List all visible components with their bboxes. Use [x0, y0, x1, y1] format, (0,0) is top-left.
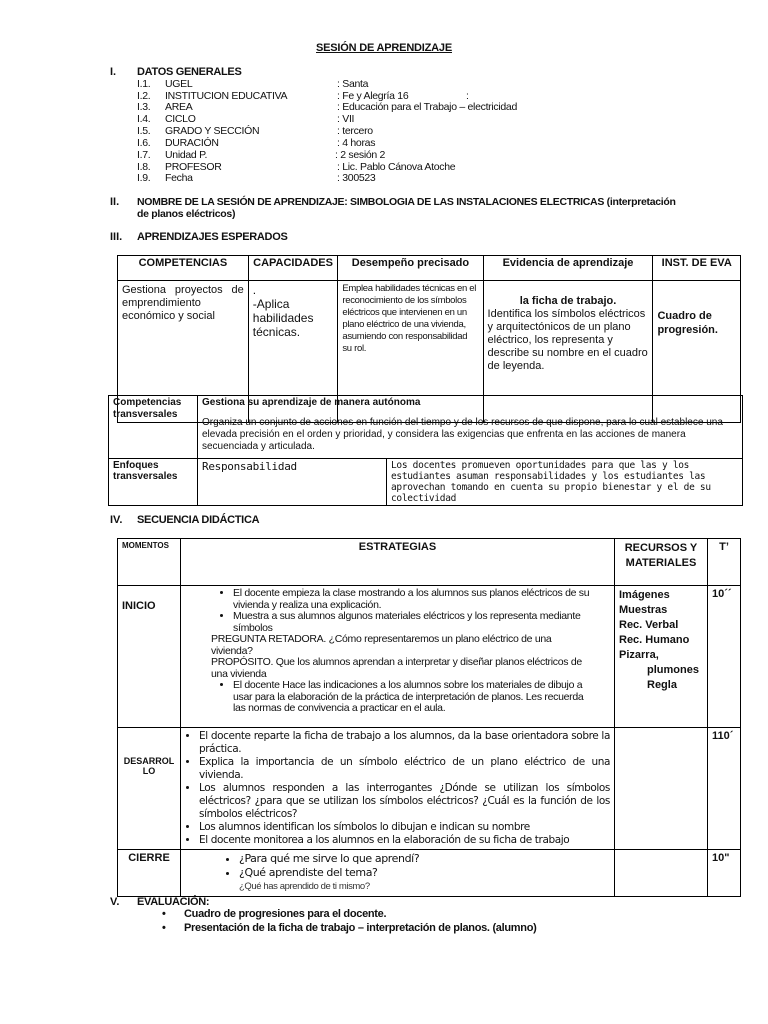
- section-2-title-line2: de planos eléctricos): [137, 208, 236, 220]
- section-3-title: APRENDIZAJES ESPERADOS: [137, 231, 288, 243]
- header-evidencia: Evidencia de aprendizaje: [483, 256, 653, 281]
- evidencia-cell: la ficha de trabajo. Identifica los símbolos eléctricos y arquitectónicos de un plano eléctrico, los representa y describe su nombre en el cuadro de leyenda.: [483, 281, 653, 423]
- enfoque-value: Responsabilidad: [198, 459, 387, 506]
- momento-inicio: INICIO: [118, 586, 181, 728]
- section-3-number: III.: [110, 231, 123, 243]
- header-tiempo: T’: [708, 539, 741, 586]
- header-recursos: RECURSOS Y MATERIALES: [615, 539, 708, 586]
- recursos-inicio: Imágenes Muestras Rec. Verbal Rec. Humano Pizarra, plumones Regla: [615, 586, 708, 728]
- header-momentos: MOMENTOS: [118, 539, 181, 586]
- section-1-number: I.: [110, 66, 117, 78]
- enfoque-description: Los docentes promueven oportunidades para que las y los estudiantes asuman responsabilidades y los estudiantes las aprovechan tomando en cuenta su propio bienestar y el de su colectividad: [387, 459, 743, 506]
- estrategias-inicio: [181, 586, 615, 728]
- section-2-number: II.: [110, 196, 120, 208]
- capacidad-cell: . -Aplica habilidades técnicas.: [248, 281, 338, 423]
- list-item: • Muestra a sus alumnos algunos materiales eléctricos y los representa mediante símbolos: [233, 611, 594, 634]
- list-item: • Explica la importancia de un símbolo eléctrico de un plano eléctrico de una vivienda.: [199, 756, 610, 782]
- list-item: • Cuadro de progresiones para el docente.: [162, 907, 537, 921]
- tiempo-desarrollo: 110´: [708, 728, 741, 850]
- header-instrumento: INST. DE EVA: [653, 256, 741, 281]
- header-estrategias: ESTRATEGIAS: [181, 539, 615, 586]
- list-item: • ¿Qué aprendiste del tema?: [239, 866, 610, 880]
- tiempo-inicio: 10´´: [708, 586, 741, 728]
- list-item: • Los alumnos responden a las interrogantes ¿Dónde se utilizan los símbolos eléctricos? ¿para que se utilizan los símbolos eléctricos? ¿Cuál es la función de los símbolos eléctricos?: [199, 782, 610, 821]
- secuencia-table: [117, 538, 741, 897]
- list-item: • ¿Para qué me sirve lo que aprendí?: [239, 852, 610, 866]
- section-2-title-line1: NOMBRE DE LA SESIÓN DE APRENDIZAJE: SIMBOLOGIA DE LAS INSTALACIONES ELECTRICAS (interpretación: [137, 196, 676, 208]
- recursos-cierre: [615, 850, 708, 897]
- recursos-desarrollo: [615, 728, 708, 850]
- proposito: PROPÓSITO. Que los alumnos aprendan a interpretar y diseñar planos eléctricos de una vivienda: [211, 656, 582, 680]
- pregunta-retadora: PREGUNTA RETADORA. ¿Cómo representaremos un plano eléctrico de una vivienda?: [211, 633, 552, 657]
- list-item: • El docente monitorea a los alumnos en la elaboración de su ficha de trabajo: [199, 834, 610, 847]
- evaluacion-list: [162, 907, 537, 935]
- header-desempeno: Desempeño precisado: [338, 256, 483, 281]
- momento-desarrollo: DESARROL LO: [118, 728, 181, 850]
- section-1-title: DATOS GENERALES: [137, 66, 242, 78]
- estrategias-cierre: [181, 850, 615, 897]
- header-competencias: COMPETENCIAS: [118, 256, 249, 281]
- instrumento-cell: Cuadro de progresión.: [653, 281, 741, 423]
- list-item: • Los alumnos identifican los símbolos lo dibujan e indican su nombre: [199, 821, 610, 834]
- section-5-title: EVALUACIÓN:: [137, 896, 210, 908]
- list-item: ¿Qué has aprendido de ti mismo?: [239, 881, 370, 892]
- list-item: • El docente empieza la clase mostrando a los alumnos sus planos eléctricos de su vivienda y realiza una explicación.: [233, 588, 594, 611]
- header-capacidades: CAPACIDADES: [248, 256, 338, 281]
- transversales-table: [108, 395, 743, 506]
- list-item: • El docente Hace las indicaciones a los alumnos sobre los materiales de dibujo a usar para la elaboración de la práctica de interpretación de planos. Les recuerda las normas de convivencia a practicar en el aula.: [233, 680, 594, 715]
- momento-cierre: CIERRE: [118, 850, 181, 897]
- page-title: SESIÓN DE APRENDIZAJE: [316, 42, 452, 54]
- competencias-transversales-label: Competencias transversales: [109, 396, 198, 459]
- list-item: • Presentación de la ficha de trabajo – interpretación de planos. (alumno): [162, 921, 537, 935]
- tiempo-cierre: 10": [708, 850, 741, 897]
- competencia-cell: Gestiona proyectos de emprendimiento económico y social: [118, 281, 249, 423]
- section-4-title: SECUENCIA DIDÁCTICA: [137, 514, 260, 526]
- enfoques-transversales-label: Enfoques transversales: [109, 459, 198, 506]
- competencias-transversales-content: Gestiona su aprendizaje de manera autónoma Organiza un conjunto de acciones en función del tiempo y de los recursos de que dispone, para lo cual establece una elevada precisión en el orden y prioridad, y considera las exigencias que enfrenta en las acciones de manera secuenciada y articulada.: [198, 396, 743, 459]
- list-item: • El docente reparte la ficha de trabajo a los alumnos, da la base orientadora sobre la práctica.: [199, 730, 610, 756]
- section-5-number: V.: [110, 896, 120, 908]
- section-4-number: IV.: [110, 514, 123, 526]
- desempeno-cell: Emplea habilidades técnicas en el reconocimiento de los símbolos eléctricos que intervienen en un plano eléctrico de una vivienda, asumiendo con responsabilidad su rol.: [338, 281, 483, 423]
- estrategias-desarrollo: [181, 728, 615, 850]
